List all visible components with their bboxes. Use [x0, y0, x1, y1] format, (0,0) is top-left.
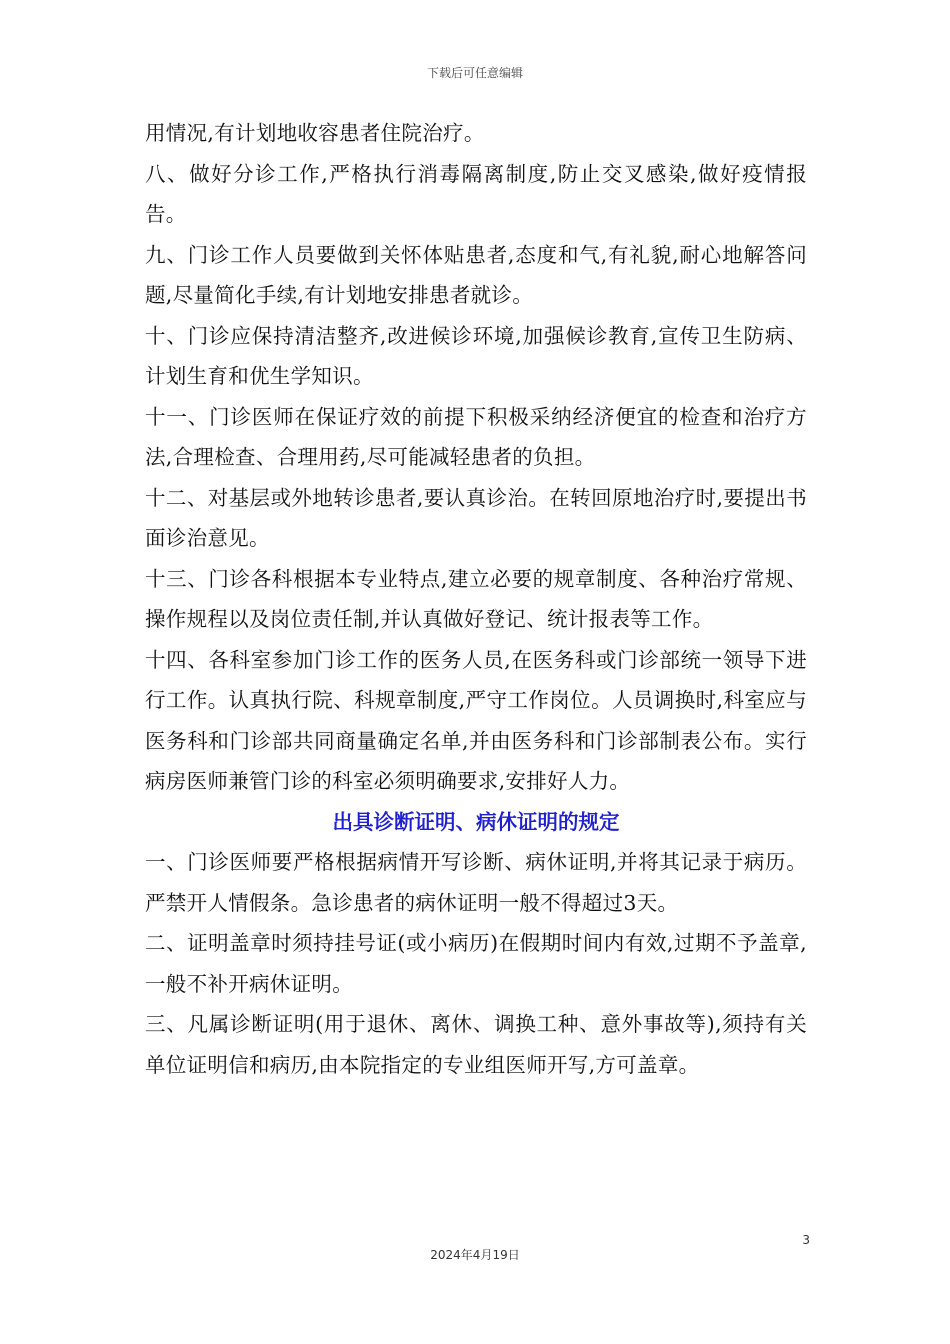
paragraph-item-10: 十、门诊应保持清洁整齐,改进候诊环境,加强候诊教育,宣传卫生防病、计划生育和优生学知识。	[145, 323, 807, 388]
paragraph-rule-2: 二、证明盖章时须持挂号证(或小病历)在假期时间内有效,过期不予盖章,一般不补开病休证明。	[145, 931, 807, 996]
paragraph-item-14: 十四、各科室参加门诊工作的医务人员,在医务科或门诊部统一领导下进行工作。认真执行院、科规章制度,严守工作岗位。人员调换时,科室应与医务科和门诊部共同商量确定名单,并由医务科和门诊部制表公布。实行病房医师兼管门诊的科室必须明确要求,安排好人力。	[145, 647, 807, 793]
document-body	[145, 113, 807, 1085]
page-footer-date: 2024年4月19日	[430, 1248, 520, 1262]
paragraph-item-12: 十二、对基层或外地转诊患者,要认真诊治。在转回原地治疗时,要提出书面诊治意见。	[145, 485, 807, 550]
paragraph-item-13: 十三、门诊各科根据本专业特点,建立必要的规章制度、各种治疗常规、操作规程以及岗位责任制,并认真做好登记、统计报表等工作。	[145, 566, 807, 631]
paragraph-item-11: 十一、门诊医师在保证疗效的前提下积极采纳经济便宜的检查和治疗方法,合理检查、合理用药,尽可能减轻患者的负担。	[145, 404, 807, 469]
paragraph-item-9: 九、门诊工作人员要做到关怀体贴患者,态度和气,有礼貌,耐心地解答问题,尽量简化手续,有计划地安排患者就诊。	[145, 242, 807, 307]
section-title: 出具诊断证明、病休证明的规定	[332, 809, 620, 834]
paragraph-rule-3: 三、凡属诊断证明(用于退休、离休、调换工种、意外事故等),须持有关单位证明信和病历,由本院指定的专业组医师开写,方可盖章。	[145, 1012, 807, 1077]
paragraph-rule-1: 一、门诊医师要严格根据病情开写诊断、病休证明,并将其记录于病历。严禁开人情假条。急诊患者的病休证明一般不得超过3天。	[145, 850, 807, 915]
page-number: 3	[802, 1233, 810, 1247]
page-header: 下载后可任意编辑	[426, 66, 523, 80]
paragraph-item-8: 八、做好分诊工作,严格执行消毒隔离制度,防止交叉感染,做好疫情报告。	[145, 161, 807, 226]
paragraph-continuation: 用情况,有计划地收容患者住院治疗。	[145, 121, 485, 145]
